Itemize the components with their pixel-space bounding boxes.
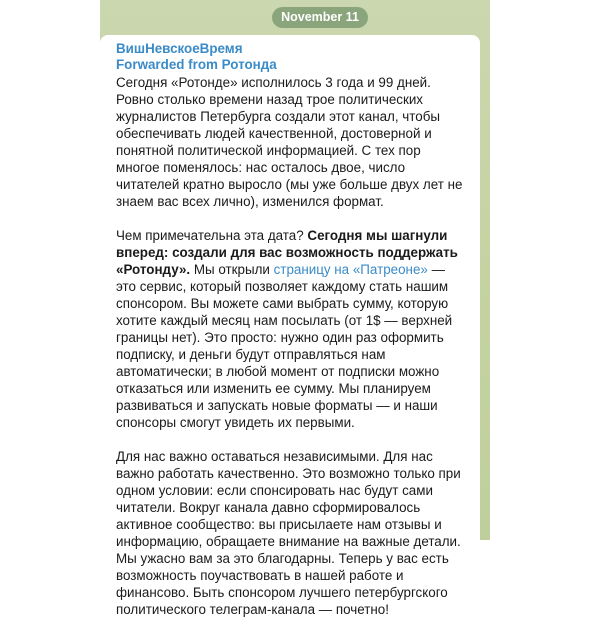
paragraph-2-bold: Сегодня мы шагнули вперед: создали для вас возможность поддержать «Ротонду». — [116, 228, 458, 277]
paragraph-2-intro: Чем примечательна эта дата? — [116, 228, 308, 243]
message-paragraph-1: Сегодня «Ротонде» исполнилось 3 года и 99 дней. Ровно столько времени назад трое политических журналистов Петербурга создали этот канал, чтобы обеспечивать людей качественной, достоверной и понятной политической информацией. С тех пор многое поменялось: нас осталось двое, число читателей кратно выросло (мы уже больше двух лет не знаем вас всех лично), изменился формат. — [116, 75, 463, 209]
message-paragraph-3: Для нас важно оставаться независимыми. Для нас важно работать качественно. Это возможно только при одном условии: если спонсировать нас будут сами читатели. Вокруг канала давно сформировалось активное сообщество: вы присылаете нам отзывы и информацию, обращаете внимание на важные детали. Мы ужасно вам за это благодарны. Теперь у вас есть возможность поучаствовать в нашей работе и финансово. Быть спонсором лучшего петербургского политического телеграм-канала — почетно! — [116, 449, 461, 617]
paragraph-2-mid: Мы открыли — [190, 262, 274, 277]
message-content — [116, 41, 466, 635]
message-paragraph-2 — [116, 227, 466, 431]
sender-name[interactable]: ВишНевскоеВремя — [116, 41, 243, 56]
date-badge: November 11 — [272, 7, 368, 28]
forwarded-from-link[interactable]: Forwarded from Ротонда — [116, 57, 277, 72]
patreon-link[interactable]: страницу на «Патреоне» — [273, 262, 428, 277]
paragraph-2-end: — это сервис, который позволяет каждому стать нашим спонсором. Вы можете сами выбрать сумму, которую хотите каждый месяц нам посылать (от 1$ — верхней границы нет). Это просто: нужно один раз оформить подписку, и деньги будут отправляться нам автоматически; в любой момент от подписки можно отказаться или изменить ее сумму. Мы планируем развиваться и запускать новые форматы — и наши спонсоры смогут увидеть их первыми. — [116, 262, 453, 430]
